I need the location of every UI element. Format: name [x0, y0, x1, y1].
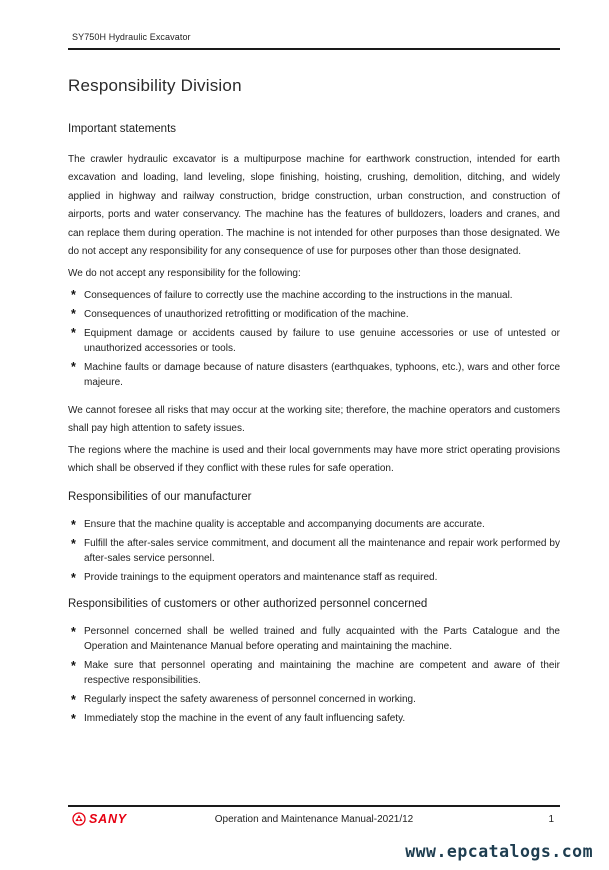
- page-content: [68, 0, 560, 726]
- section-heading-customers: Responsibilities of customers or other authorized personnel concerned: [68, 598, 428, 611]
- list-item: * Immediately stop the machine in the event of any fault influencing safety.: [68, 711, 560, 726]
- page-footer: [68, 805, 560, 826]
- list-item: * Fulfill the after-sales service commitment, and document all the maintenance and repair work performed by after-sales service personnel.: [68, 536, 560, 566]
- list-item: * Machine faults or damage because of nature disasters (earthquakes, typhoons, etc.), wars and other force majeure.: [68, 360, 560, 390]
- footer-manual-title: Operation and Maintenance Manual-2021/12: [214, 813, 414, 825]
- list-item: * Regularly inspect the safety awareness of personnel concerned in working.: [68, 692, 560, 707]
- watermark-link[interactable]: www.epcatalogs.com: [405, 842, 593, 861]
- list-item: * Personnel concerned shall be welled trained and fully acquainted with the Parts Catalogue and the Operation and Maintenance Manual before operating and maintaining the machine.: [68, 624, 560, 654]
- section-heading-important-statements: Important statements: [68, 123, 177, 135]
- paragraph: We cannot foresee all risks that may occur at the working site; therefore, the machine operators and customers shall pay high attention to safety issues.: [68, 404, 560, 435]
- page-header: [68, 0, 560, 50]
- sany-logo-icon: [72, 812, 86, 826]
- bullet-list-no-responsibility: [68, 288, 560, 390]
- page-title: Responsibility Division: [68, 76, 242, 95]
- list-item: * Consequences of unauthorized retrofitting or modification of the machine.: [68, 307, 560, 322]
- section-heading-manufacturer: Responsibilities of our manufacturer: [68, 491, 252, 504]
- list-item: * Equipment damage or accidents caused by failure to use genuine accessories or use of untested or unauthorized accessories or tools.: [68, 326, 560, 356]
- list-item: * Ensure that the machine quality is acceptable and accompanying documents are accurate.: [68, 517, 560, 532]
- bullet-list-customers: [68, 624, 560, 726]
- list-item: * Make sure that personnel operating and maintaining the machine are competent and aware of their respective responsibilities.: [68, 658, 560, 688]
- header-product-title: SY750H Hydraulic Excavator: [72, 32, 191, 42]
- brand-name: SANY: [89, 812, 127, 826]
- paragraph: The crawler hydraulic excavator is a multipurpose machine for earthwork construction, intended for earth excavation and loading, land leveling, slope finishing, hoisting, crushing, demolition, ditching, and widely applied in highway and railway construction, bridge construction, urban construction, and construction of airports, ports and water conservancy. The machine has the features of bulldozers, loaders and cranes, and can replace them during operation. The machine is not intended for other purposes than those designated. We do not accept any responsibility for any consequence of use for purposes other than those designated.: [68, 154, 560, 258]
- paragraph: The regions where the machine is used and their local governments may have more strict operating provisions which shall be observed if they conflict with these rules for safe operation.: [68, 444, 560, 475]
- list-item: * Provide trainings to the equipment operators and maintenance staff as required.: [68, 570, 560, 585]
- list-item: * Consequences of failure to correctly use the machine according to the instructions in the manual.: [68, 288, 560, 303]
- footer-page-number: 1: [548, 813, 554, 825]
- brand-logo: [68, 812, 193, 826]
- bullet-list-manufacturer: [68, 517, 560, 585]
- paragraph: We do not accept any responsibility for the following:: [68, 268, 301, 280]
